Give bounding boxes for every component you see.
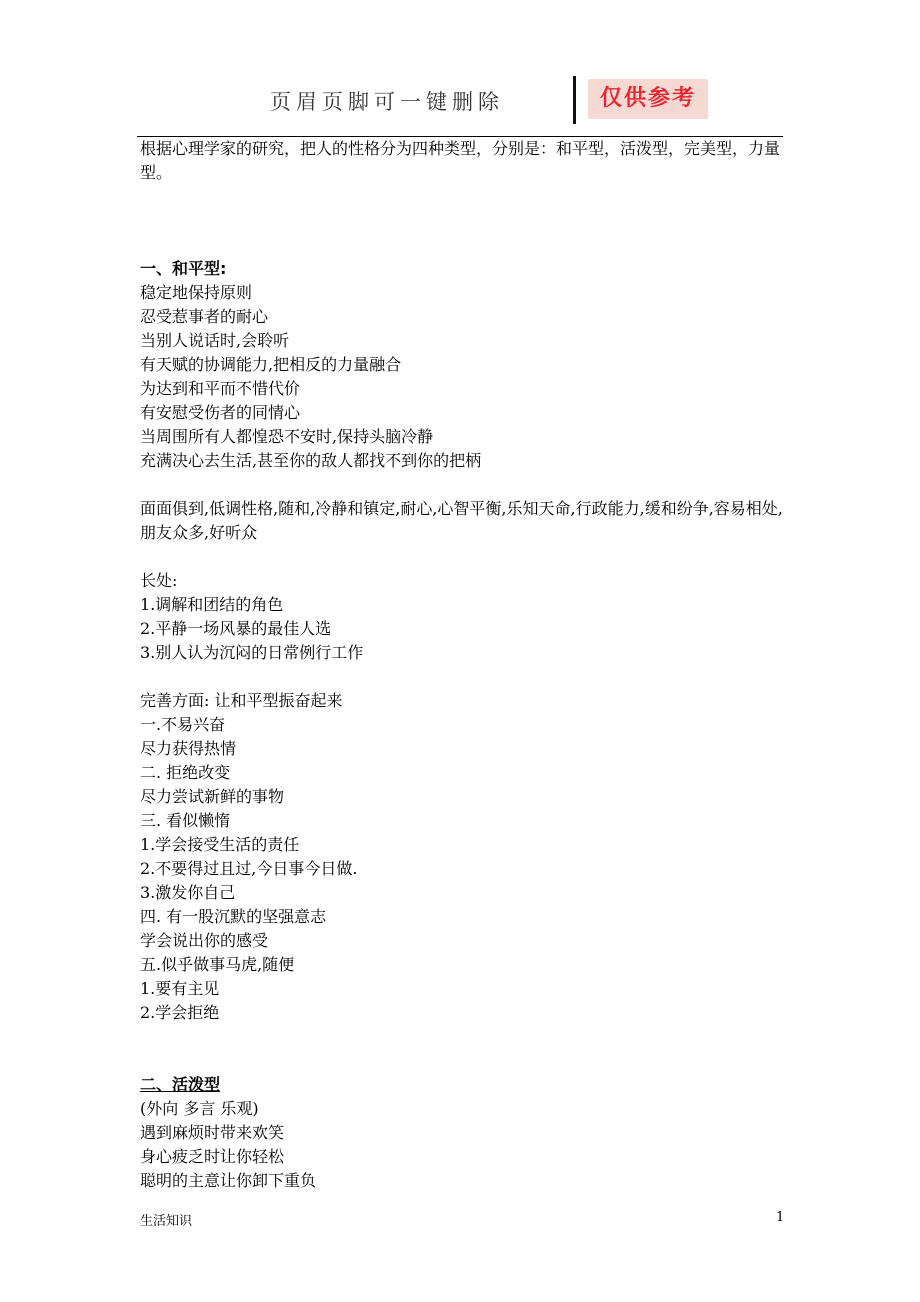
list-item: 当周围所有人都惶恐不安时,保持头脑冷静 xyxy=(140,427,434,446)
list-item: 学会说出你的感受 xyxy=(140,931,269,950)
improve-title: 完善方面: 让和平型振奋起来 xyxy=(140,691,343,710)
list-item: 2.平静一场风暴的最佳人选 xyxy=(140,619,332,638)
list-item: 一.不易兴奋 xyxy=(140,715,226,734)
list-item: 稳定地保持原则 xyxy=(140,283,253,302)
list-item: 1.要有主见 xyxy=(140,979,220,998)
header-divider xyxy=(573,76,576,124)
document-body xyxy=(140,137,790,1193)
footer-label: 生活知识 xyxy=(140,1214,193,1229)
list-item: 尽力获得热情 xyxy=(140,739,237,758)
section-heading-lively: 二、活泼型 xyxy=(140,1075,221,1094)
list-item: 2.不要得过且过,今日事今日做. xyxy=(140,859,358,878)
section-heading-peaceful: 一、和平型: xyxy=(140,259,227,278)
list-item: 有安慰受伤者的同情心 xyxy=(140,403,301,422)
strengths-title: 长处: xyxy=(140,571,178,590)
section-subtitle: (外向 多言 乐观) xyxy=(140,1099,259,1118)
list-item: 五.似乎做事马虎,随便 xyxy=(140,955,295,974)
list-item: 当别人说话时,会聆听 xyxy=(140,331,290,350)
list-item: 尽力尝试新鲜的事物 xyxy=(140,787,285,806)
list-item: 三. 看似懒惰 xyxy=(140,811,231,830)
list-item: 遇到麻烦时带来欢笑 xyxy=(140,1123,285,1142)
list-item: 身心疲乏时让你轻松 xyxy=(140,1147,285,1166)
list-item: 四. 有一股沉默的坚强意志 xyxy=(140,907,327,926)
list-item: 为达到和平而不惜代价 xyxy=(140,379,301,398)
summary-paragraph: 面面俱到,低调性格,随和,冷静和镇定,耐心,心智平衡,乐知天命,行政能力,缓和纷争,容易相处,朋友众多,好听众 xyxy=(140,499,783,542)
list-item: 2.学会拒绝 xyxy=(140,1003,220,1022)
list-item: 1.学会接受生活的责任 xyxy=(140,835,300,854)
reference-stamp: 仅供参考 xyxy=(588,79,708,119)
header-banner-text: 页眉页脚可一键删除 xyxy=(270,90,504,114)
list-item: 二. 拒绝改变 xyxy=(140,763,231,782)
list-item: 3.激发你自己 xyxy=(140,883,236,902)
header-banner xyxy=(262,76,722,120)
list-item: 忍受惹事者的耐心 xyxy=(140,307,269,326)
list-item: 1.调解和团结的角色 xyxy=(140,595,284,614)
page-number: 1 xyxy=(776,1210,785,1225)
list-item: 有天赋的协调能力,把相反的力量融合 xyxy=(140,355,402,374)
list-item: 充满决心去生活,甚至你的敌人都找不到你的把柄 xyxy=(140,451,482,470)
list-item: 聪明的主意让你卸下重负 xyxy=(140,1171,317,1190)
intro-paragraph: 根据心理学家的研究，把人的性格分为四种类型，分别是：和平型，活泼型，完美型，力量型。 xyxy=(140,139,781,182)
list-item: 3.别人认为沉闷的日常例行工作 xyxy=(140,643,364,662)
